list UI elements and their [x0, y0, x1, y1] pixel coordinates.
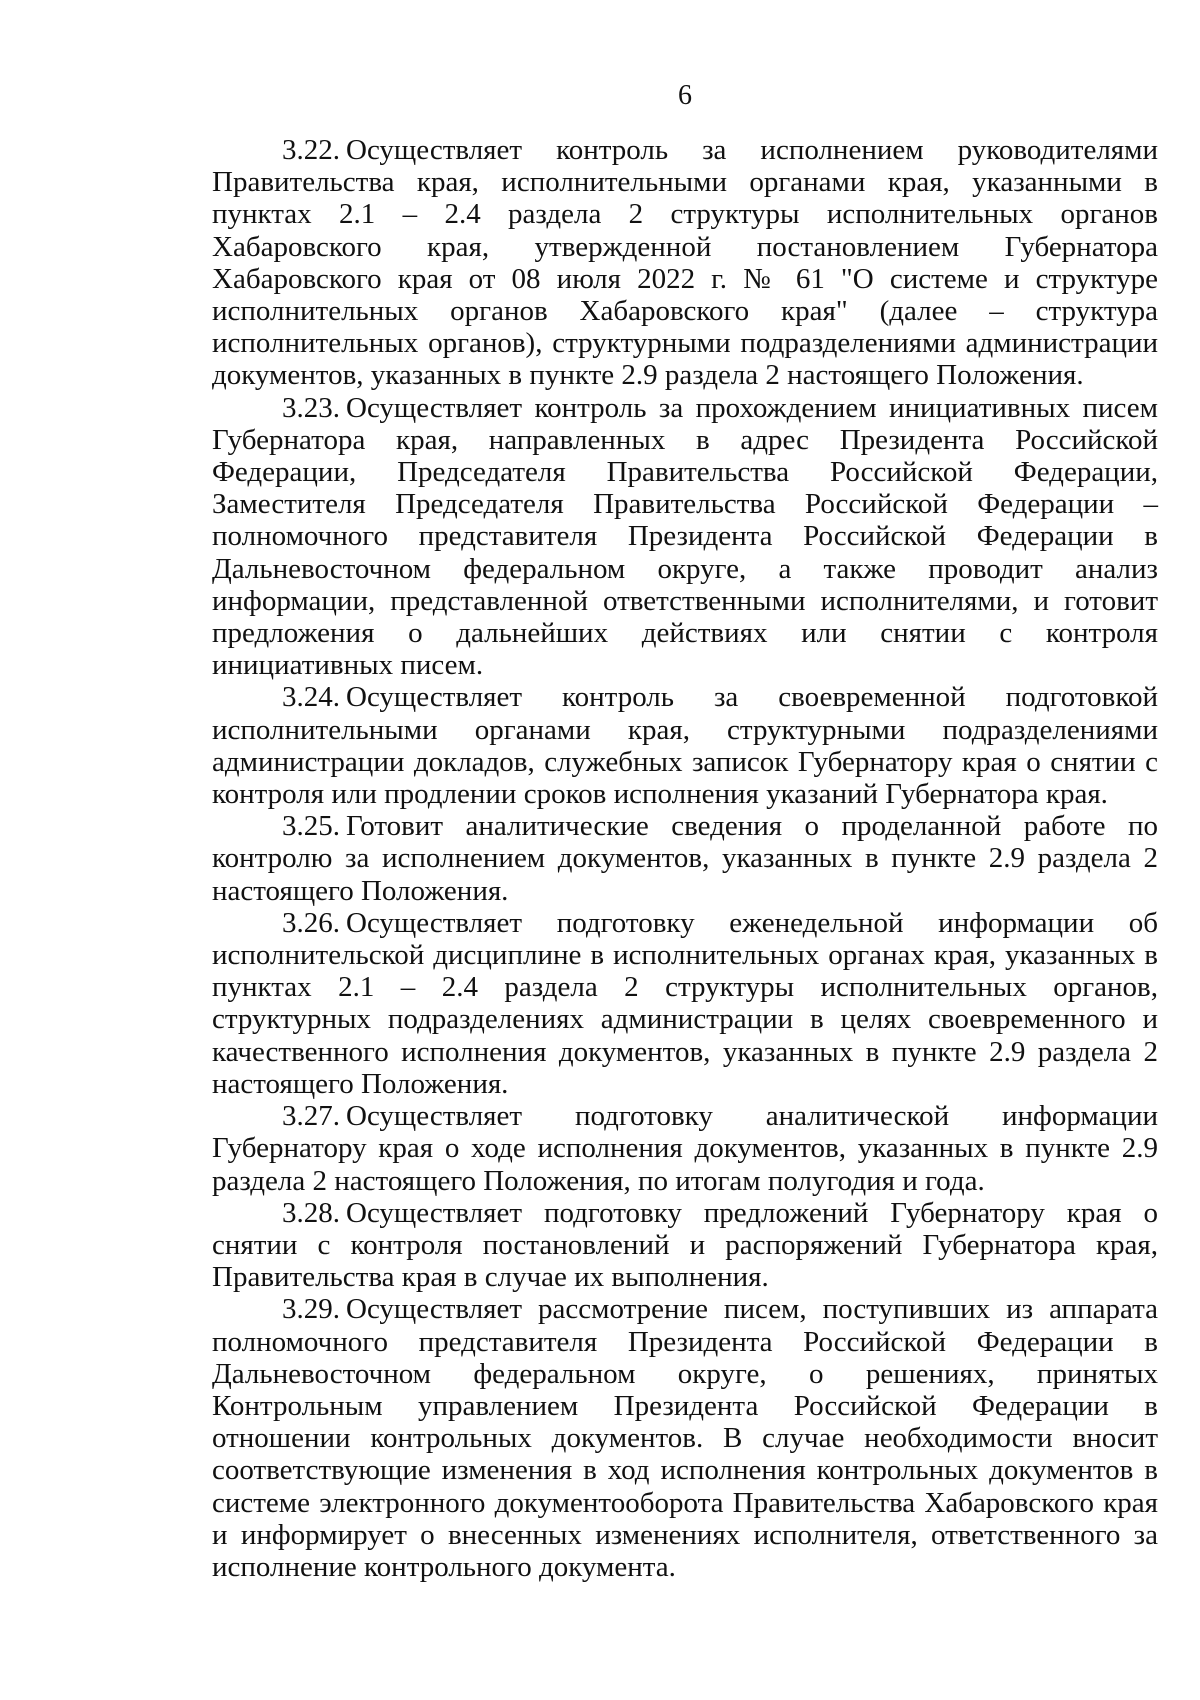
paragraph-number: 3.22. — [282, 134, 340, 166]
paragraph-3-28 — [212, 1197, 1158, 1294]
paragraph-3-25 — [212, 810, 1158, 907]
paragraph-text: Готовит аналитические сведения о проделанной работе по контролю за исполнением документов, указанных в пункте 2.9 раздела 2 настоящего Положения. — [212, 810, 1158, 907]
paragraph-text: Осуществляет подготовку предложений Губернатору края о снятии с контроля постановлений и распоряжений Губернатора края, Правительства края в случае их выполнения. — [212, 1196, 1158, 1294]
document-body — [212, 134, 1158, 1583]
paragraph-number: 3.23. — [282, 391, 340, 424]
paragraph-number: 3.24. — [282, 681, 340, 714]
paragraph-text: Осуществляет контроль за прохождением инициативных писем Губернатора края, направленных в адрес Президента Российской Федерации, Председателя Правительства Российской Федерации, Заместителя Председателя Правительства Российской Федерации – полномочного представителя Президента Российской Федерации в Дальневосточном федеральном округе, а также проводит анализ информации, представленной ответственными исполнителями, и готовит предложения о дальнейших действиях или снятии с контроля инициативных писем. — [212, 391, 1158, 682]
paragraph-3-26 — [212, 907, 1158, 1100]
paragraph-text: Осуществляет подготовку еженедельной информации об исполнительской дисциплине в исполнительных органах края, указанных в пунктах 2.1 – 2.4 раздела 2 структуры исполнительных органов, структурных подразделениях администрации в целях своевременного и качественного исполнения документов, указанных в пункте 2.9 раздела 2 настоящего Положения. — [212, 906, 1158, 1100]
paragraph-text: Осуществляет рассмотрение писем, поступивших из аппарата полномочного представителя Президента Российской Федерации в Дальневосточном федеральном округе, о решениях, принятых Контрольным управлением Президента Российской Федерации в отношении контрольных документов. В случае необходимости вносит соответствующие изменения в ход исполнения контрольных документов в системе электронного документооборота Правительства Хабаровского края и информирует о внесенных изменениях исполнителя, ответственного за исполнение контрольного документа. — [212, 1293, 1158, 1583]
paragraph-3-23 — [212, 392, 1158, 682]
paragraph-number: 3.26. — [282, 906, 340, 939]
page-number: 6 — [678, 80, 692, 111]
paragraph-text: Осуществляет подготовку аналитической информации Губернатору края о ходе исполнения документов, указанных в пункте 2.9 раздела 2 настоящего Положения, по итогам полугодия и года. — [212, 1100, 1158, 1197]
paragraph-text: Осуществляет контроль за своевременной подготовкой исполнительными органами края, структурными подразделениями администрации докладов, служебных записок Губернатору края о снятии с контроля или продлении сроков исполнения указаний Губернатора края. — [212, 681, 1158, 811]
paragraph-3-22 — [212, 134, 1158, 392]
paragraph-3-29 — [212, 1293, 1158, 1583]
paragraph-number: 3.28. — [282, 1196, 340, 1229]
paragraph-3-24 — [212, 681, 1158, 810]
paragraph-number: 3.25. — [282, 810, 340, 843]
paragraph-text: Осуществляет контроль за исполнением руководителями Правительства края, исполнительными органами края, указанными в пунктах 2.1 – 2.4 раздела 2 структуры исполнительных органов Хабаровского края, утвержденной постановлением Губернатора Хабаровского края от 08 июля 2022 г. № 61 "О системе и структуре исполнительных органов Хабаровского края" (далее – структура исполнительных органов), структурными подразделениями администрации документов, указанных в пункте 2.9 раздела 2 настоящего Положения. — [212, 134, 1158, 392]
paragraph-number: 3.27. — [282, 1100, 340, 1133]
paragraph-3-27 — [212, 1100, 1158, 1197]
paragraph-number: 3.29. — [282, 1293, 340, 1326]
